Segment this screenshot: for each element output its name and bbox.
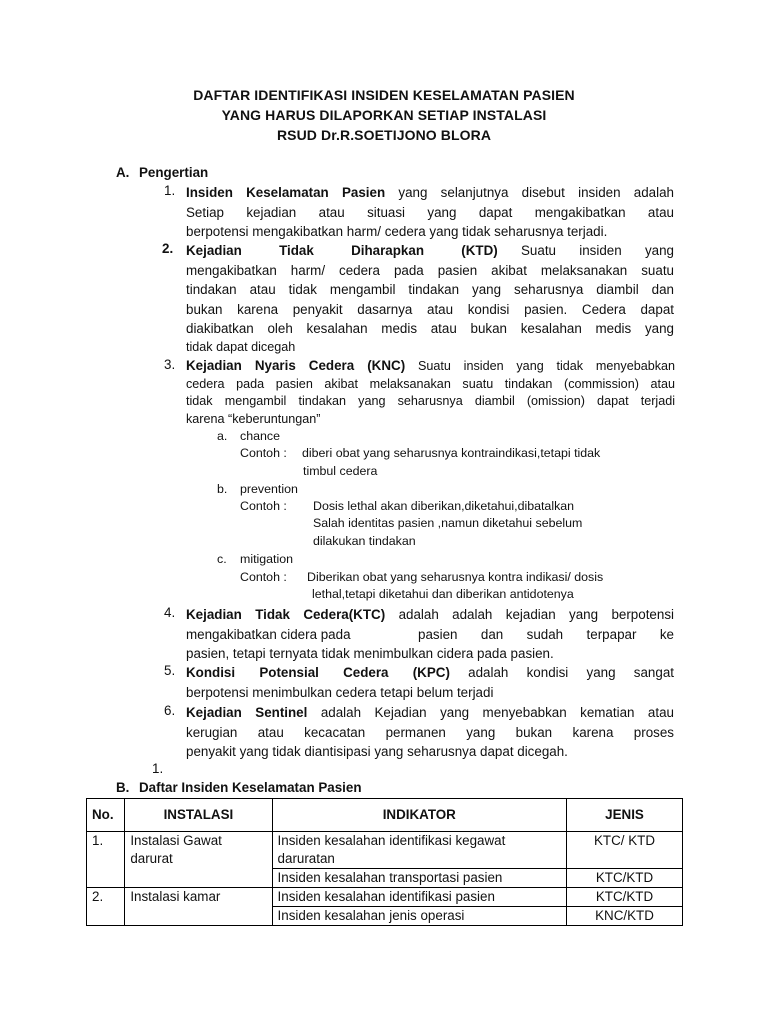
item-2-number: 2. <box>162 241 174 256</box>
item-3-term: Kejadian Nyaris Cedera (KNC) <box>186 358 406 373</box>
row-4-jenis: KNC/KTD <box>567 907 683 926</box>
row-1-instalasi <box>125 832 272 888</box>
item-4-term: Kejadian Tidak Cedera(KTC) <box>186 607 386 622</box>
row-1-indikator-line-2: daruratan <box>277 851 335 866</box>
item-5-number: 5. <box>164 663 176 678</box>
item-6-line-1: adalah Kejadian yang menyebabkan kematian atau <box>320 705 674 720</box>
row-3-no: 2. <box>87 888 125 926</box>
sub-b-example-line-2: Salah identitas pasien ,namun diketahui sebelum <box>313 516 583 530</box>
section-a-heading: Pengertian <box>139 165 209 180</box>
sub-a-name: chance <box>240 429 280 443</box>
sub-b-name: prevention <box>240 482 298 496</box>
table-row <box>87 888 683 907</box>
item-6-line-2: kerugian atau kecacatan permanen yang bukan karena proses <box>186 724 674 740</box>
item-2-line-2: mengakibatkan harm/ cedera pada pasien akibat melaksanakan suatu <box>186 262 674 278</box>
sub-a-example-line-1: diberi obat yang seharusnya kontraindikasi,tetapi tidak <box>302 446 601 460</box>
item-1-line-2: Setiap kejadian atau situasi yang dapat mengakibatkan atau <box>186 204 674 220</box>
table-row <box>87 832 683 869</box>
row-4-indikator: Insiden kesalahan jenis operasi <box>272 907 566 926</box>
header-jenis: JENIS <box>567 799 683 832</box>
sub-b-example-line-3: dilakukan tindakan <box>313 534 416 548</box>
sub-a-letter: a. <box>217 429 228 443</box>
item-1-term: Insiden Keselamatan Pasien <box>186 185 386 200</box>
item-4-line-3: pasien, tetapi ternyata tidak menimbulkan cidera pada pasien. <box>186 646 554 661</box>
item-5-term: Kondisi Potensial Cedera (KPC) <box>186 665 450 680</box>
section-a-marker: A. <box>116 165 130 180</box>
item-3-number: 3. <box>164 357 176 372</box>
item-4-line-1: adalah adalah kejadian yang berpotensi <box>398 607 674 622</box>
sub-b-example-line-1: Dosis lethal akan diberikan,diketahui,dibatalkan <box>313 499 575 513</box>
row-1-indikator-line-1: Insiden kesalahan identifikasi kegawat <box>277 833 506 848</box>
row-2-jenis: KTC/KTD <box>567 869 683 888</box>
item-2-line-5: diakibatkan oleh kesalahan medis atau bukan kesalahan medis yang <box>186 321 674 336</box>
sub-b-letter: b. <box>217 482 228 496</box>
item-4-line-2a: mengakibatkan cidera pada <box>186 626 351 642</box>
stray-list-number: 1. <box>152 761 164 776</box>
sub-c-example-line-2: lethal,tetapi diketahui dan diberikan antidotenya <box>312 587 574 601</box>
item-3-line-4: karena “keberuntungan” <box>186 411 321 426</box>
item-2-term: Kejadian Tidak Diharapkan (KTD) <box>186 243 498 258</box>
row-1-instalasi-line-2: darurat <box>130 851 173 866</box>
row-3-instalasi: Instalasi kamar <box>125 888 272 926</box>
doc-title-line-3: RSUD Dr.R.SOETIJONO BLORA <box>276 127 492 143</box>
item-6-definition <box>186 703 674 762</box>
item-2-line-1: Suatu insiden yang <box>521 243 674 258</box>
header-instalasi: INSTALASI <box>125 799 272 832</box>
table-header-row <box>87 799 683 832</box>
item-3-line-3: tidak mengambil tindakan yang seharusnya diambil (omission) dapat terjadi <box>186 394 675 408</box>
row-1-no: 1. <box>87 832 125 888</box>
row-3-indikator: Insiden kesalahan identifikasi pasien <box>272 888 566 907</box>
sub-c-letter: c. <box>217 552 227 566</box>
item-5-line-2: berpotensi menimbulkan cedera tetapi belum terjadi <box>186 684 494 700</box>
item-6-number: 6. <box>164 703 176 718</box>
item-4-number: 4. <box>164 605 176 620</box>
header-no: No. <box>87 799 125 832</box>
sub-c-name: mitigation <box>240 552 294 566</box>
section-b-heading: Daftar Insiden Keselamatan Pasien <box>139 780 362 795</box>
item-2-definition <box>186 241 674 356</box>
incident-table <box>86 798 683 926</box>
header-indikator: INDIKATOR <box>272 799 566 832</box>
row-1-instalasi-line-1: Instalasi Gawat <box>130 833 222 848</box>
doc-title-line-2: YANG HARUS DILAPORKAN SETIAP INSTALASI <box>221 107 547 123</box>
item-1-number: 1. <box>164 183 176 198</box>
item-3-line-1: Suatu insiden yang tidak menyebabkan <box>417 359 676 373</box>
sub-a-example-line-2: timbul cedera <box>303 464 378 478</box>
item-6-term: Kejadian Sentinel <box>186 705 308 720</box>
item-3-definition <box>186 357 675 428</box>
sub-c-example-line-1: Diberikan obat yang seharusnya kontra indikasi/ dosis <box>307 570 604 584</box>
item-5-definition <box>186 663 674 702</box>
row-3-jenis: KTC/KTD <box>567 888 683 907</box>
item-3-line-2: cedera pada pasien akibat melaksanakan suatu tindakan (commission) atau <box>186 376 675 391</box>
item-2-line-3: tindakan atau tidak mengambil tindakan yang seharusnya diambil dan <box>186 282 674 297</box>
row-1-jenis: KTC/ KTD <box>567 832 683 869</box>
sub-c-example-label: Contoh : <box>240 570 287 584</box>
item-2-line-6: tidak dapat dicegah <box>186 339 296 354</box>
row-2-indikator: Insiden kesalahan transportasi pasien <box>272 869 566 888</box>
section-b-marker: B. <box>116 780 130 795</box>
row-1-indikator <box>272 832 566 869</box>
item-4-line-2b: pasien dan sudah terpapar ke <box>418 626 674 642</box>
item-6-line-3: penyakit yang tidak diantisipasi yang seharusnya dapat dicegah. <box>186 744 568 759</box>
item-1-definition <box>186 183 674 242</box>
sub-a-example-label: Contoh : <box>240 446 287 460</box>
item-1-line-3: berpotensi mengakibatkan harm/ cedera yang tidak seharusnya terjadi. <box>186 224 608 239</box>
item-4-definition <box>186 605 674 664</box>
item-1-line-1: yang selanjutnya disebut insiden adalah <box>398 185 674 200</box>
sub-b-example-label: Contoh : <box>240 499 287 513</box>
item-5-line-1: adalah kondisi yang sangat <box>468 665 674 680</box>
doc-title-line-1: DAFTAR IDENTIFIKASI INSIDEN KESELAMATAN PASIEN <box>193 87 575 103</box>
item-2-line-4: bukan karena penyakit dasarnya atau kondisi pasien. Cedera dapat <box>186 301 674 317</box>
